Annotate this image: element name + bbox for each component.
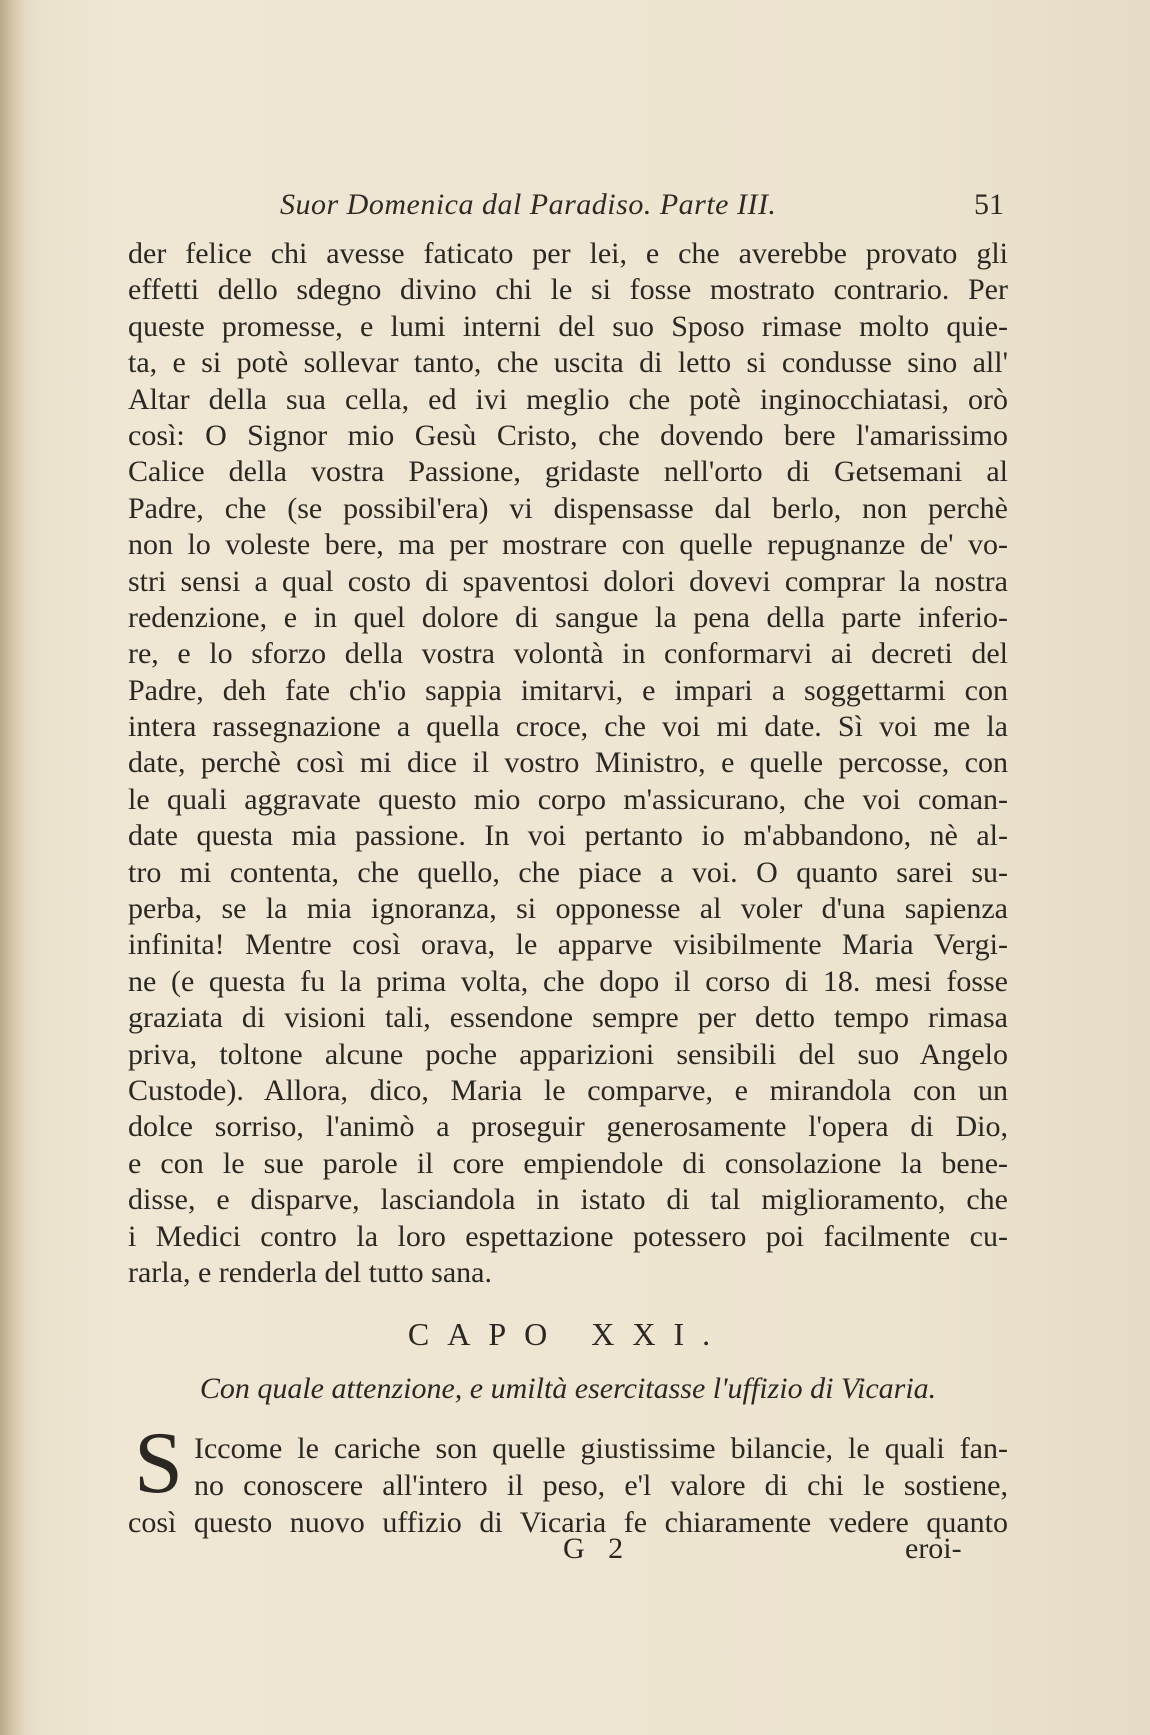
drop-cap: S [134, 1415, 183, 1512]
text-line: perba, se la mia ignoranza, si opponesse al voler d'una sapienza [128, 892, 1008, 926]
catchword: eroi- [905, 1532, 962, 1565]
page-number: 51 [974, 188, 1004, 221]
text-line: date questa mia passione. In voi pertanto io m'abbandono, nè al- [128, 819, 1008, 853]
text-line: graziata di visioni tali, essendone sempre per detto tempo rimasa [128, 1001, 1008, 1035]
chapter-text-line: così questo nuovo uffizio di Vicaria fe chiaramente vedere quanto [128, 1506, 1008, 1539]
text-line: ne (e questa fu la prima volta, che dopo il corso di 18. mesi fosse [128, 964, 1008, 998]
text-line: le quali aggravate questo mio corpo m'assicurano, che voi coman- [128, 782, 1008, 816]
signature-mark: G 2 [563, 1532, 632, 1565]
text-line: Custode). Allora, dico, Maria le comparve, e mirandola con un [128, 1073, 1008, 1107]
text-line: queste promesse, e lumi interni del suo Sposo rimase molto quie- [128, 309, 1008, 343]
text-line: così: O Signor mio Gesù Cristo, che dovendo bere l'amarissimo [128, 418, 1008, 452]
chapter-body [128, 1430, 1008, 1541]
text-line: disse, e disparve, lasciandola in istato di tal miglioramento, che [128, 1183, 1008, 1217]
text-line: infinita! Mentre così orava, le apparve visibilmente Maria Vergi- [128, 928, 1008, 962]
text-line: effetti dello sdegno divino chi le si fosse mostrato contrario. Per [128, 273, 1008, 307]
text-line: tro mi contenta, che quello, che piace a voi. O quanto sarei su- [128, 855, 1008, 889]
text-line: e con le sue parole il core empiendole di consolazione la bene- [128, 1146, 1008, 1180]
running-head [130, 188, 1010, 228]
text-line: Padre, che (se possibil'era) vi dispensasse dal berlo, non perchè [128, 491, 1008, 525]
text-line-last: rarla, e renderla del tutto sana. [128, 1255, 492, 1289]
page-edge [0, 0, 26, 1735]
text-line: intera rassegnazione a quella croce, che voi mi date. Sì voi me la [128, 710, 1008, 744]
text-line: redenzione, e in quel dolore di sangue la pena della parte inferio- [128, 600, 1008, 634]
text-line: Altar della sua cella, ed ivi meglio che potè inginocchiatasi, orò [128, 382, 1008, 416]
text-line: Calice della vostra Passione, gridaste nell'orto di Getsemani al [128, 455, 1008, 489]
text-line: non lo voleste bere, ma per mostrare con quelle repugnanze de' vo- [128, 528, 1008, 562]
text-line: re, e lo sforzo della vostra volontà in conformarvi ai decreti del [128, 637, 1008, 671]
text-line: stri sensi a qual costo di spaventosi dolori dovevi comprar la nostra [128, 564, 1008, 598]
text-line: priva, toltone alcune poche apparizioni sensibili del suo Angelo [128, 1037, 1008, 1071]
chapter-text-line: no conoscere all'intero il peso, e'l valore di chi le sostiene, [194, 1469, 1008, 1502]
chapter-subtitle: Con quale attenzione, e umiltà esercitasse l'uffizio di Vicaria. [199, 1372, 937, 1405]
running-title: Suor Domenica dal Paradiso. Parte III. [280, 188, 777, 221]
text-line: der felice chi avesse faticato per lei, e che averebbe provato gli [128, 237, 1008, 270]
text-line: date, perchè così mi dice il vostro Ministro, e quelle percosse, con [128, 746, 1008, 780]
chapter-heading: CAPO XXI. [407, 1316, 729, 1352]
text-line: dolce sorriso, l'animò a proseguir generosamente l'opera di Dio, [128, 1110, 1008, 1144]
body-text [128, 236, 1008, 1291]
text-line: i Medici contro la loro espettazione potessero poi facilmente cu- [128, 1219, 1008, 1253]
text-line: ta, e si potè sollevar tanto, che uscita di letto si condusse sino all' [128, 346, 1008, 380]
chapter-text-line: Iccome le cariche son quelle giustissime bilancie, le quali fan- [194, 1432, 1008, 1465]
text-line: Padre, deh fate ch'io sappia imitarvi, e impari a soggettarmi con [128, 673, 1008, 707]
